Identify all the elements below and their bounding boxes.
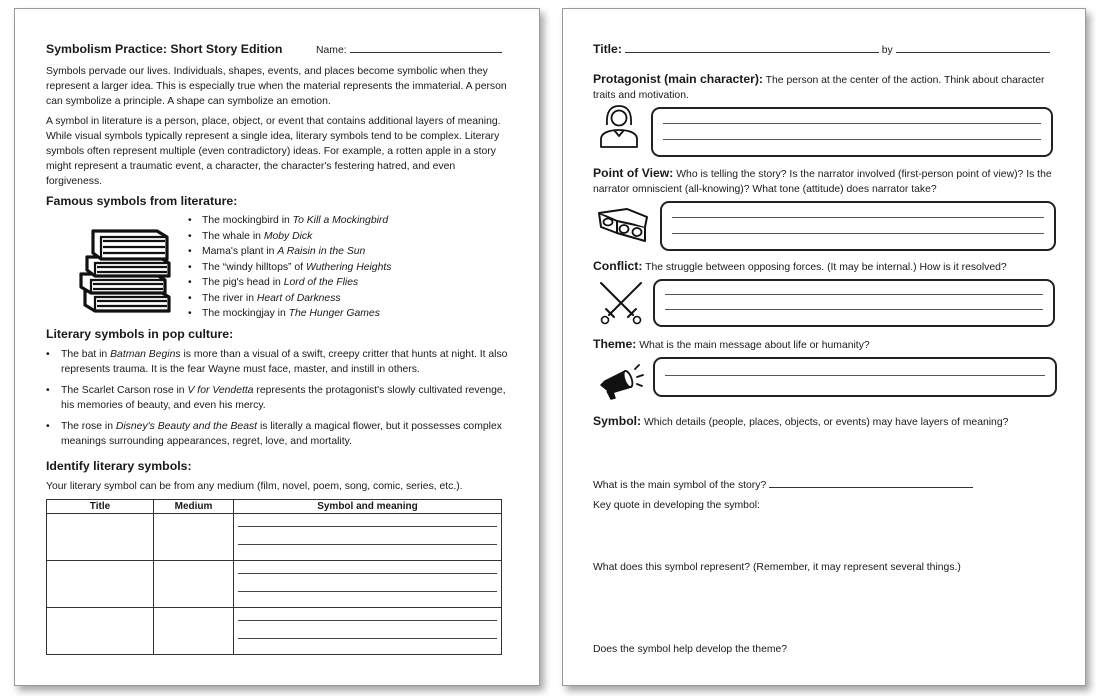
table-header-medium: Medium bbox=[154, 500, 234, 514]
symbol-prompt: Symbol: Which details (people, places, objects, or events) may have layers of meaning? bbox=[593, 414, 1009, 428]
protagonist-answer-box[interactable] bbox=[651, 107, 1053, 157]
worksheet-page-1 bbox=[14, 8, 540, 686]
title-cell[interactable] bbox=[47, 561, 154, 608]
symbol-meaning-cell[interactable] bbox=[234, 561, 502, 608]
conflict-prompt: Conflict: The struggle between opposing forces. (It may be internal.) How is it resolved? bbox=[593, 259, 1007, 273]
worksheet-title: Symbolism Practice: Short Story Edition bbox=[46, 42, 283, 56]
point-of-view-prompt: Point of View: Who is telling the story? Is the narrator involved (first-person point of view)? Is the narrator omniscient (all-knowing)? What tone (attitude) does narrator take? bbox=[593, 166, 1052, 195]
name-blank[interactable] bbox=[350, 52, 502, 53]
table-header-title: Title bbox=[47, 500, 154, 514]
list-item: • Mama's plant in A Raisin in the Sun bbox=[188, 244, 488, 260]
table-row bbox=[47, 561, 502, 608]
list-item: • The river in Heart of Darkness bbox=[188, 291, 488, 307]
list-item: • The mockingbird in To Kill a Mockingbird bbox=[188, 213, 488, 229]
story-title-blank[interactable] bbox=[625, 52, 879, 53]
represent-question: What does this symbol represent? (Remember, it may represent several things.) bbox=[593, 562, 961, 573]
intro-paragraph-1: Symbols pervade our lives. Individuals, shapes, events, and places become symbolic when they represent a larger idea. This is especially true when the material represents the immaterial. A person can symbolize a principle. A shape can symbolize an emotion. bbox=[46, 66, 507, 107]
point-of-view-answer-box[interactable] bbox=[660, 201, 1056, 251]
theme-prompt: Theme: What is the main message about life or humanity? bbox=[593, 337, 870, 351]
conflict-answer-box[interactable] bbox=[653, 279, 1055, 327]
famous-symbols-heading: Famous symbols from literature: bbox=[46, 194, 238, 208]
author-blank[interactable] bbox=[896, 52, 1050, 53]
title-cell[interactable] bbox=[47, 608, 154, 655]
list-item: • The bat in Batman Begins is more than a visual of a swift, creepy critter that hunts at night. It also represents trauma. It is the fear Wayne must face, master, and instill in others. bbox=[46, 347, 508, 377]
table-header-symbol-meaning: Symbol and meaning bbox=[234, 500, 502, 514]
crossed-swords-icon bbox=[599, 281, 643, 325]
title-line bbox=[593, 42, 1050, 56]
title-cell[interactable] bbox=[47, 514, 154, 561]
symbol-meaning-cell[interactable] bbox=[234, 608, 502, 655]
person-icon bbox=[597, 103, 641, 149]
list-item: • The “windy hilltops” of Wuthering Heights bbox=[188, 260, 488, 276]
3d-glasses-icon bbox=[597, 207, 651, 243]
pop-culture-list bbox=[46, 347, 508, 455]
intro-paragraph-2: A symbol in literature is a person, place, object, or event that contains additional layers of meaning. While visual symbols typically represent a single idea, literary symbols tend to be complex. Literary symbols often represent multiple (even contradictory) ideas. For example, a rotten apple in a story might represent a traumatic event, a character, the character's festering hatred, and even forgiveness. bbox=[46, 116, 501, 187]
identify-instructions: Your literary symbol can be from any medium (film, novel, poem, song, comic, series, etc.). bbox=[46, 481, 463, 492]
symbols-table bbox=[46, 499, 502, 655]
identify-heading: Identify literary symbols: bbox=[46, 459, 192, 473]
by-label: by bbox=[881, 45, 893, 56]
megaphone-icon bbox=[597, 363, 645, 401]
medium-cell[interactable] bbox=[154, 608, 234, 655]
list-item: • The mockingjay in The Hunger Games bbox=[188, 306, 488, 322]
title-label: Title: bbox=[593, 42, 622, 56]
table-row bbox=[47, 514, 502, 561]
list-item: • The pig's head in Lord of the Flies bbox=[188, 275, 488, 291]
books-icon bbox=[73, 227, 181, 313]
medium-cell[interactable] bbox=[154, 514, 234, 561]
key-quote-question: Key quote in developing the symbol: bbox=[593, 500, 760, 511]
famous-symbols-list bbox=[188, 213, 488, 322]
table-row bbox=[47, 608, 502, 655]
worksheet-page-2 bbox=[562, 8, 1086, 686]
list-item: • The whale in Moby Dick bbox=[188, 229, 488, 245]
protagonist-prompt: Protagonist (main character): The person at the center of the action. Think about character traits and motivation. bbox=[593, 72, 1045, 101]
main-symbol-blank[interactable] bbox=[769, 487, 973, 488]
theme-answer-box[interactable] bbox=[653, 357, 1057, 397]
name-label: Name: bbox=[316, 43, 502, 58]
symbol-meaning-cell[interactable] bbox=[234, 514, 502, 561]
list-item: • The Scarlet Carson rose in V for Vendetta represents the protagonist's slowly cultivated revenge, his memories of beauty, and even his mercy. bbox=[46, 383, 508, 413]
pop-culture-heading: Literary symbols in pop culture: bbox=[46, 327, 234, 341]
list-item: • The rose in Disney's Beauty and the Beast is literally a magical flower, but it possesses complex meanings surrounding appearances, regret, love, and mortality. bbox=[46, 419, 508, 449]
theme-development-question: Does the symbol help develop the theme? bbox=[593, 644, 788, 655]
medium-cell[interactable] bbox=[154, 561, 234, 608]
main-symbol-question: What is the main symbol of the story? bbox=[593, 478, 1073, 493]
